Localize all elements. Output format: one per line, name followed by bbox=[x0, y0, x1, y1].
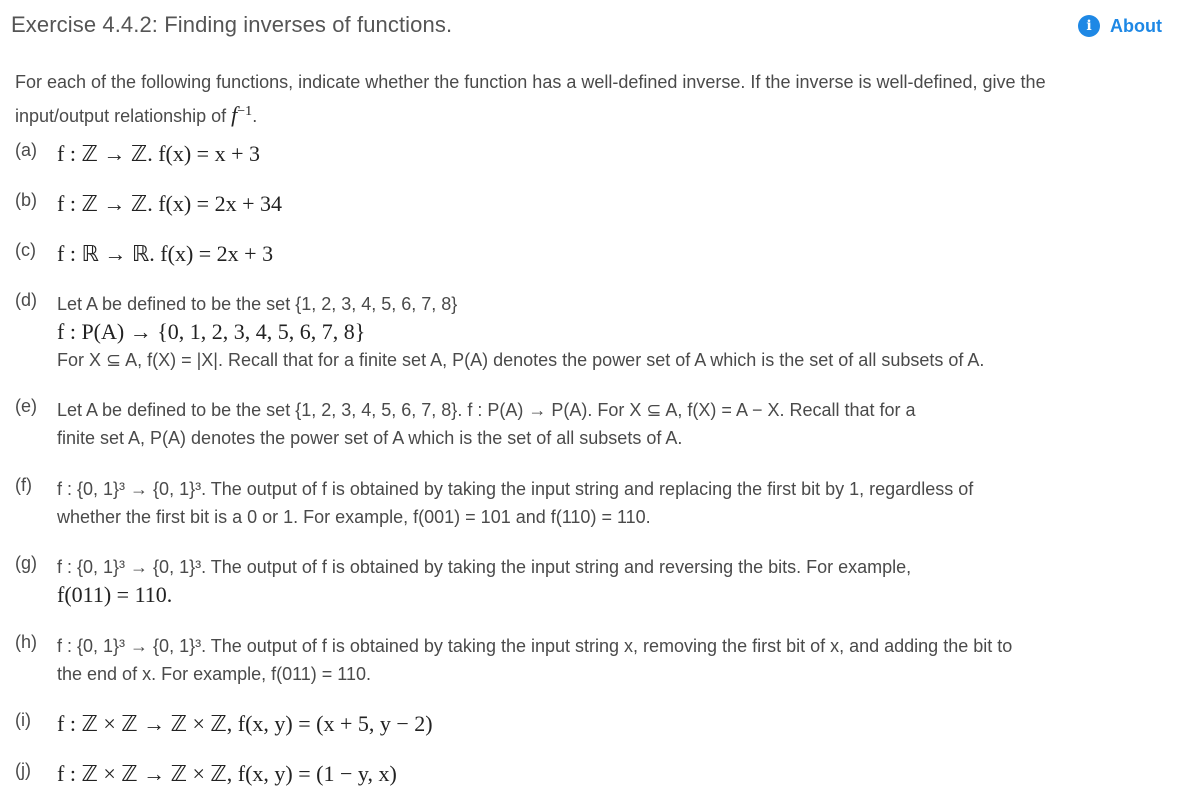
item-text bbox=[57, 553, 1187, 609]
about-label: About bbox=[1110, 15, 1162, 36]
item-line: f : {0, 1}³ → {0, 1}³. The output of f is obtained by taking the input string and reversing the bits. For example, bbox=[57, 557, 912, 577]
about-button[interactable] bbox=[1078, 15, 1162, 37]
item-line: f : {0, 1}³ → {0, 1}³. The output of f is obtained by taking the input string and replacing the first bit by 1, regardless of bbox=[57, 479, 974, 499]
item-text bbox=[57, 632, 1187, 688]
item-label: (g) bbox=[15, 553, 37, 573]
item-text bbox=[57, 396, 1187, 452]
intro-paragraph bbox=[15, 68, 1175, 131]
item-text bbox=[57, 290, 1187, 374]
item-label: (e) bbox=[15, 396, 37, 416]
item-label: (h) bbox=[15, 632, 37, 652]
item-text: f : ℤ × ℤ → ℤ × ℤ, f(x, y) = (x + 5, y − 2) bbox=[57, 711, 433, 736]
item-label: (d) bbox=[15, 290, 37, 310]
item-text: f : ℝ → ℝ. f(x) = 2x + 3 bbox=[57, 241, 274, 266]
item-line: the end of x. For example, f(011) = 110. bbox=[57, 664, 372, 684]
item-line: whether the first bit is a 0 or 1. For example, f(001) = 101 and f(110) = 110. bbox=[57, 507, 651, 527]
item-line: For X ⊆ A, f(X) = |X|. Recall that for a finite set A, P(A) denotes the power set of A which is the set of all subsets of A. bbox=[57, 350, 985, 370]
item-label: (i) bbox=[15, 710, 31, 730]
item-label: (j) bbox=[15, 760, 31, 780]
item-label: (f) bbox=[15, 475, 32, 495]
item-line: Let A be defined to be the set {1, 2, 3, 4, 5, 6, 7, 8}. f : P(A) → P(A). For X ⊆ A, f(X) = A − X. Recall that for a bbox=[57, 400, 916, 420]
item-line: f(011) = 110. bbox=[57, 582, 173, 607]
item-label: (c) bbox=[15, 240, 36, 260]
intro-line-2: input/output relationship of $f^{-1}$. bbox=[15, 102, 258, 127]
item-text: f : ℤ → ℤ. f(x) = 2x + 34 bbox=[57, 191, 282, 216]
f-symbol: f bbox=[231, 102, 238, 127]
inverse-superscript: −1 bbox=[237, 104, 253, 119]
intro-line-1: For each of the following functions, indicate whether the function has a well-defined inverse. If the inverse is well-defined, give the bbox=[15, 72, 1046, 92]
item-line: f : P(A) → {0, 1, 2, 3, 4, 5, 6, 7, 8} bbox=[57, 319, 366, 344]
item-line: Let A be defined to be the set {1, 2, 3, 4, 5, 6, 7, 8} bbox=[57, 294, 458, 314]
info-icon: i bbox=[1078, 15, 1100, 37]
item-label: (a) bbox=[15, 140, 37, 160]
item-label: (b) bbox=[15, 190, 37, 210]
item-text bbox=[57, 475, 1187, 531]
item-line: f : {0, 1}³ → {0, 1}³. The output of f is obtained by taking the input string x, removing the first bit of x, and adding the bit to bbox=[57, 636, 1013, 656]
item-line: finite set A, P(A) denotes the power set of A which is the set of all subsets of A. bbox=[57, 428, 683, 448]
exercise-title: Exercise 4.4.2: Finding inverses of functions. bbox=[11, 12, 453, 37]
item-text: f : ℤ × ℤ → ℤ × ℤ, f(x, y) = (1 − y, x) bbox=[57, 761, 397, 786]
item-text: f : ℤ → ℤ. f(x) = x + 3 bbox=[57, 141, 260, 166]
